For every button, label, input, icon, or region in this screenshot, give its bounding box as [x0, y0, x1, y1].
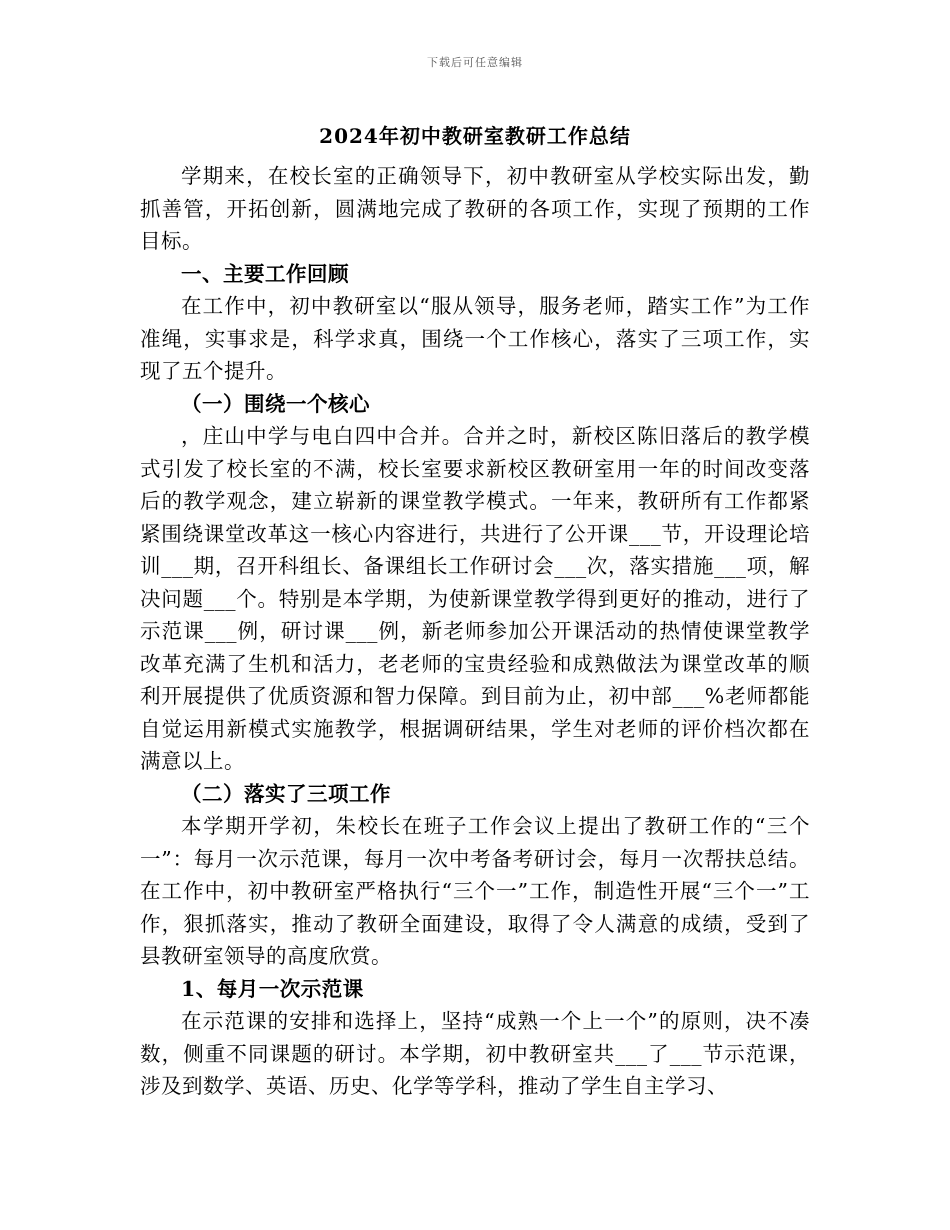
paragraph-review: 在工作中，初中教研室以“服从领导，服务老师，踏实工作”为工作准绳，实事求是，科学求真，围绕一个工作核心，落实了三项工作，实现了五个提升。: [140, 294, 810, 383]
section-heading-review: 一、主要工作回顾: [181, 261, 349, 286]
paragraph-demo-lesson: 在示范课的安排和选择上，坚持“成熟一个上一个”的原则，决不凑数，侧重不同课题的研讨。本学期，初中教研室共___了___节示范课，涉及到数学、英语、历史、化学等学科，推动了学生自主学习、: [140, 1009, 810, 1098]
paragraph-intro: 学期来，在校长室的正确领导下，初中教研室从学校实际出发，勤抓善管，开拓创新，圆满地完成了教研的各项工作，实现了预期的工作目标。: [140, 164, 810, 253]
header-note: 下载后可任意编辑: [427, 56, 523, 69]
paragraph-three-tasks: 本学期开学初，朱校长在班子工作会议上提出了教研工作的“三个一”：每月一次示范课，每月一次中考备考研讨会，每月一次帮扶总结。在工作中，初中教研室严格执行“三个一”工作，制造性开展“三个一”工作，狠抓落实，推动了教研全面建设，取得了令人满意的成绩，受到了县教研室领导的高度欣赏。: [140, 814, 810, 968]
document-body: [140, 160, 810, 1103]
item-heading-demo-lesson: 1、每月一次示范课: [181, 976, 364, 1001]
subsection-heading-core: （一）围绕一个核心: [181, 391, 370, 416]
document-title: 2024年初中教研室教研工作总结: [319, 124, 631, 148]
paragraph-core: ，庄山中学与电白四中合并。合并之时，新校区陈旧落后的教学模式引发了校长室的不满，校长室要求新校区教研室用一年的时间改变落后的教学观念，建立崭新的课堂教学模式。一年来，教研所有工作都紧紧围绕课堂改革这一核心内容进行，共进行了公开课___节，开设理论培训___期，召开科组长、备课组长工作研讨会___次，落实措施___项，解决问题___个。特别是本学期，为使新课堂教学得到更好的推动，进行了示范课___例，研讨课___例，新老师参加公开课活动的热情使课堂教学改革充满了生机和活力，老老师的宝贵经验和成熟做法为课堂改革的顺利开展提供了优质资源和智力保障。到目前为止，初中部___%老师都能自觉运用新模式实施教学，根据调研结果，学生对老师的评价档次都在满意以上。: [140, 424, 810, 773]
subsection-heading-three-tasks: （二）落实了三项工作: [181, 781, 391, 806]
